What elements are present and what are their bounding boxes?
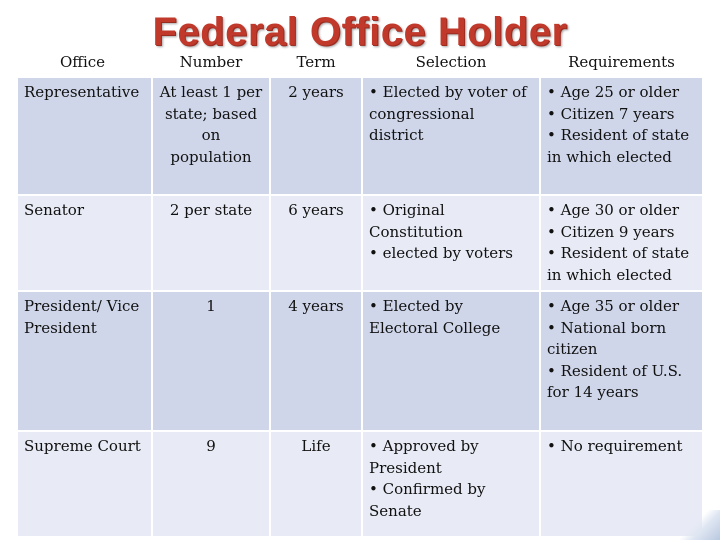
table-row bbox=[18, 196, 702, 292]
cell-requirements: • Age 35 or older • National born citizen • Resident of U.S. for 14 years bbox=[541, 292, 702, 430]
page-title: Federal Office Holder bbox=[152, 10, 568, 54]
cell-selection: • Approved by President • Confirmed by Senate bbox=[363, 432, 541, 536]
office-table bbox=[18, 46, 702, 536]
cell-office: President/ Vice President bbox=[18, 292, 153, 430]
cell-requirements: • Age 25 or older • Citizen 7 years • Resident of state in which elected bbox=[541, 78, 702, 194]
cell-selection: • Original Constitution • elected by voters bbox=[363, 196, 541, 290]
table-row bbox=[18, 292, 702, 432]
cell-number: 1 bbox=[153, 292, 271, 430]
cell-number: At least 1 per state; based on population bbox=[153, 78, 271, 194]
cell-number: 9 bbox=[153, 432, 271, 536]
cell-term: 6 years bbox=[271, 196, 363, 290]
cell-term: 2 years bbox=[271, 78, 363, 194]
cell-number: 2 per state bbox=[153, 196, 271, 290]
cell-selection: • Elected by voter of congressional district bbox=[363, 78, 541, 194]
cell-office: Senator bbox=[18, 196, 153, 290]
table-row bbox=[18, 78, 702, 196]
cell-requirements: • No requirement bbox=[541, 432, 702, 536]
cell-office: Supreme Court bbox=[18, 432, 153, 536]
page-curl-decoration bbox=[680, 510, 720, 540]
header-requirements: Requirements bbox=[541, 46, 702, 78]
cell-term: Life bbox=[271, 432, 363, 536]
header-office: Office bbox=[18, 46, 153, 78]
cell-selection: • Elected by Electoral College bbox=[363, 292, 541, 430]
header-number: Number bbox=[153, 46, 271, 78]
cell-term: 4 years bbox=[271, 292, 363, 430]
header-selection: Selection bbox=[363, 46, 541, 78]
header-term: Term bbox=[271, 46, 363, 78]
table-row bbox=[18, 432, 702, 538]
cell-requirements: • Age 30 or older • Citizen 9 years • Resident of state in which elected bbox=[541, 196, 702, 290]
cell-office: Representative bbox=[18, 78, 153, 194]
